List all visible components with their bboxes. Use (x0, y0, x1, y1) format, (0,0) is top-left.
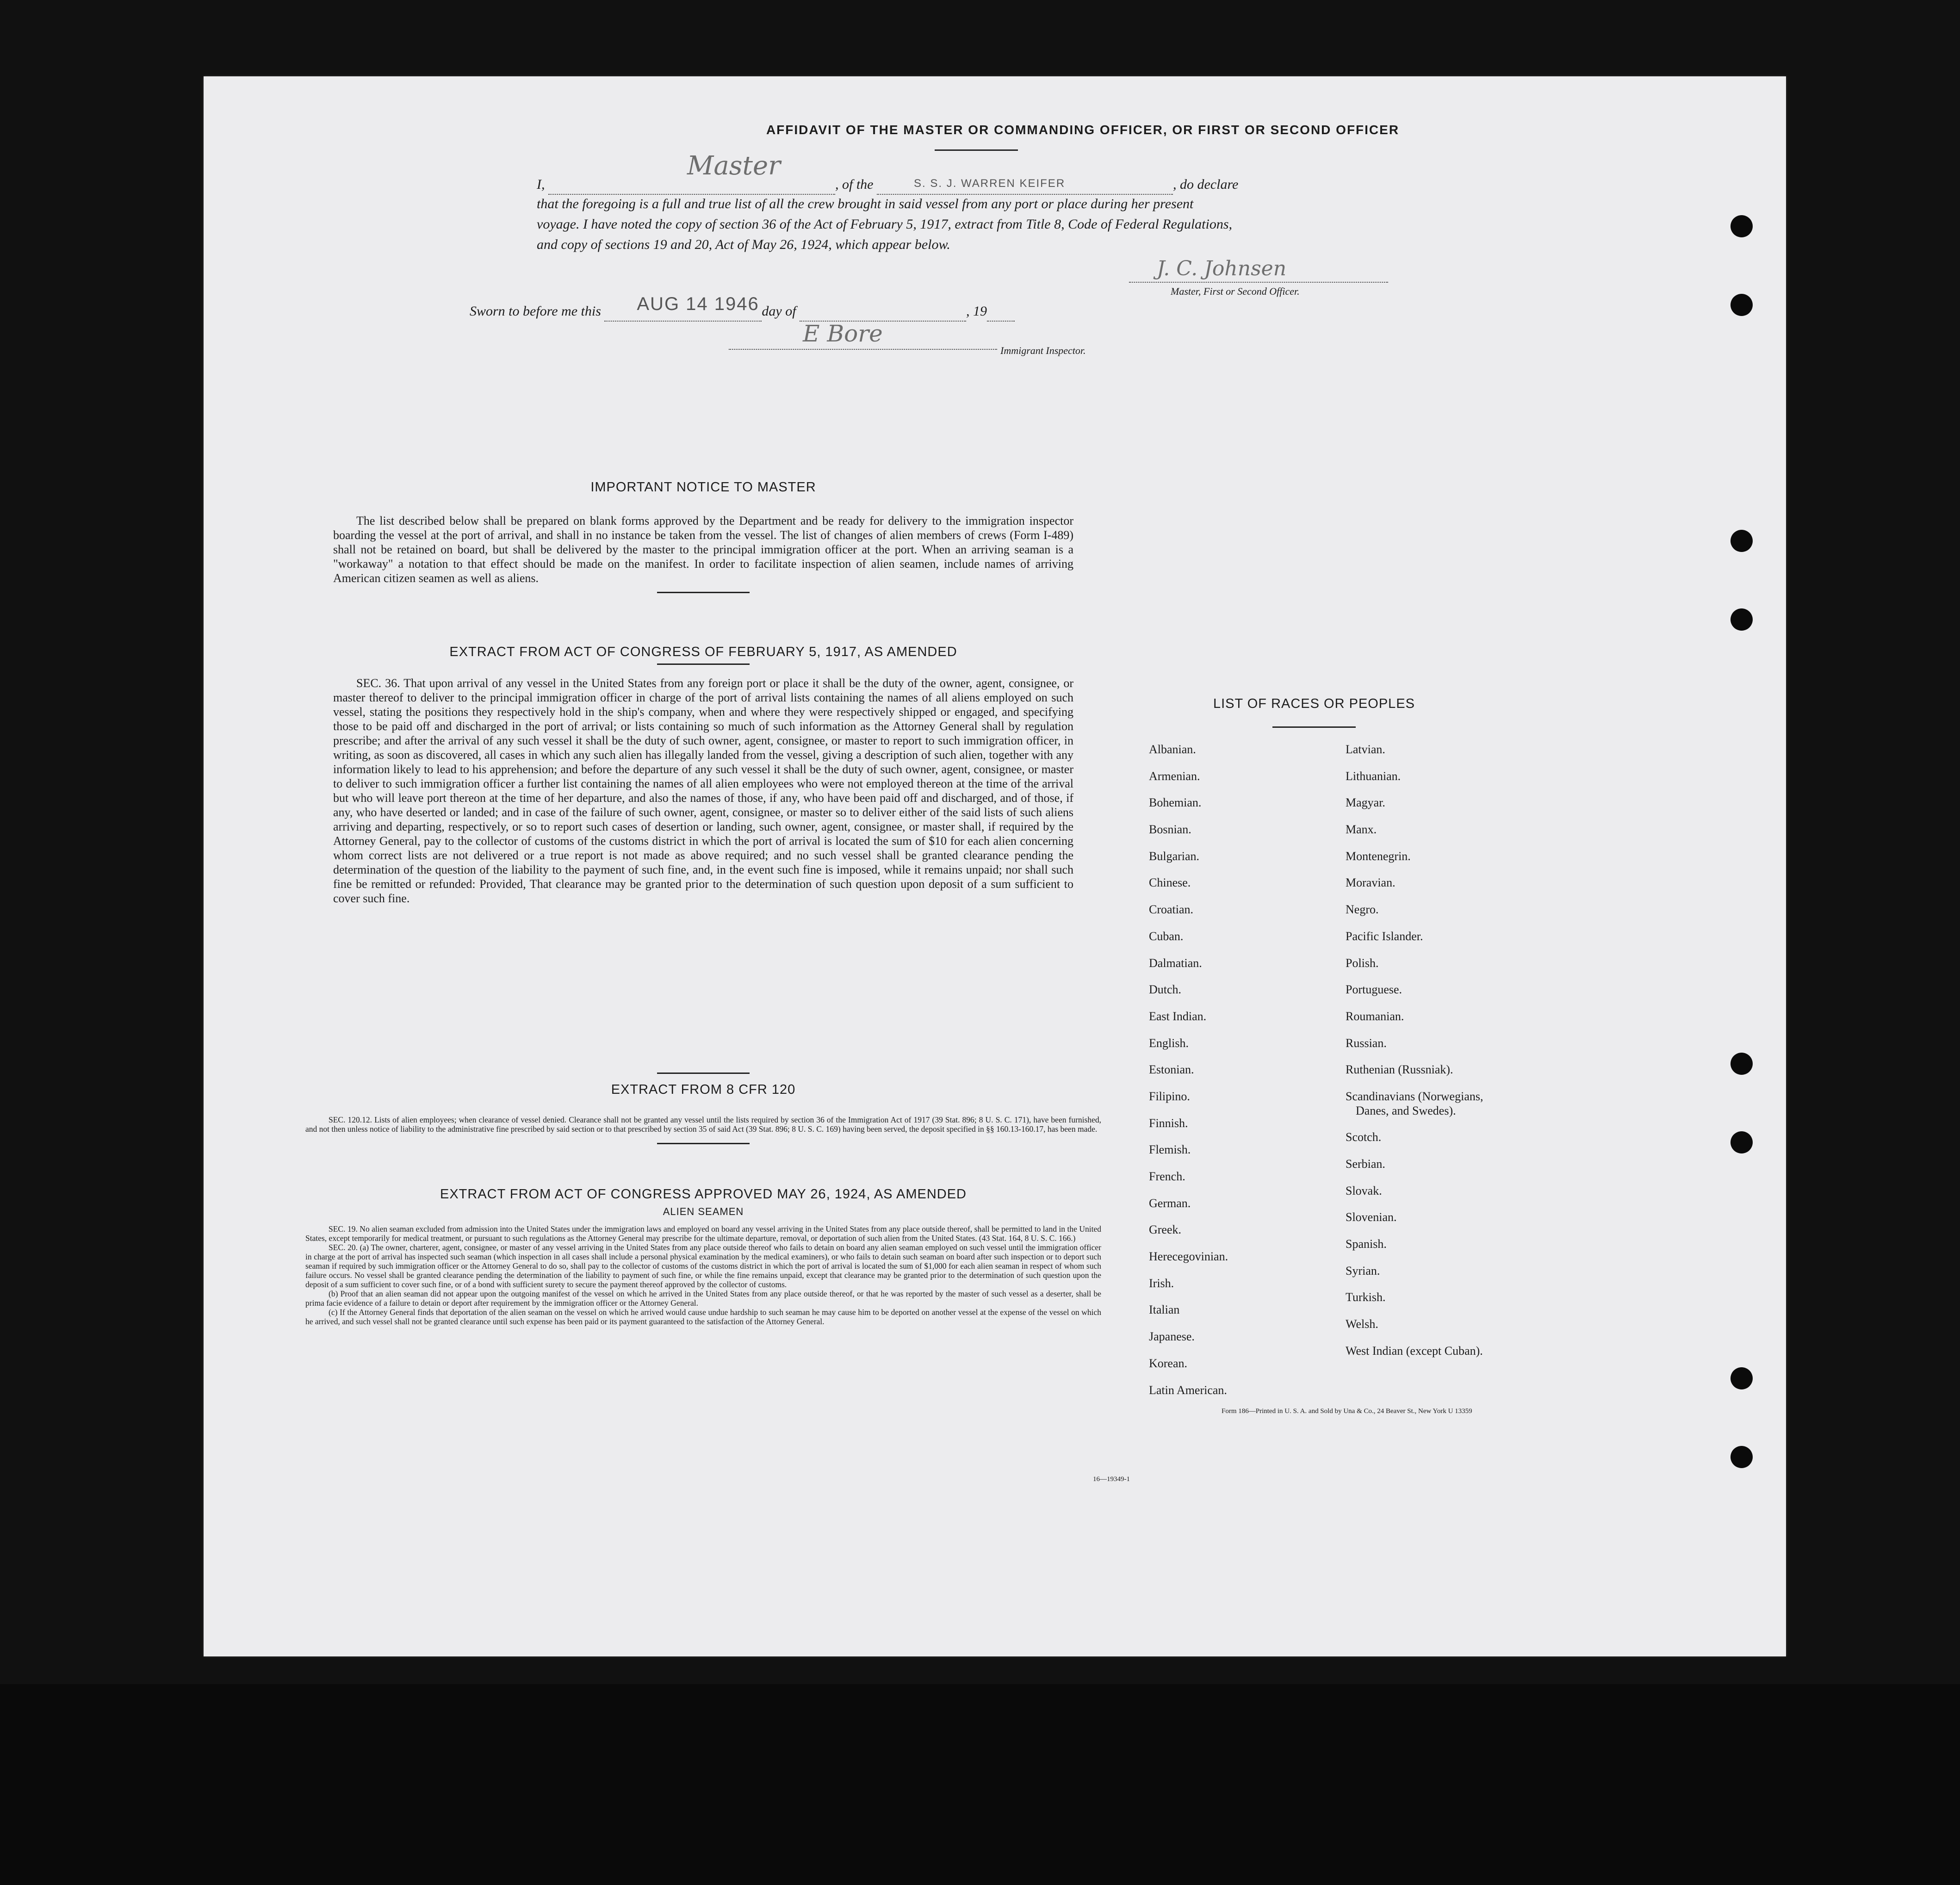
race-item: Syrian. (1346, 1264, 1380, 1277)
divider (657, 1143, 750, 1144)
cfr-heading: EXTRACT FROM 8 CFR 120 (611, 1082, 796, 1097)
race-item: German. (1149, 1196, 1191, 1210)
punch-hole (1731, 215, 1753, 237)
notice-heading: IMPORTANT NOTICE TO MASTER (590, 480, 816, 495)
punch-hole (1731, 1131, 1753, 1153)
race-item: Japanese. (1149, 1330, 1195, 1344)
form-footer: Form 186—Printed in U. S. A. and Sold by Una & Co., 24 Beaver St., New York U 13359 (1222, 1408, 1472, 1415)
race-item: Bulgarian. (1149, 849, 1200, 863)
document-number: 16—19349-1 (1093, 1476, 1130, 1483)
race-item: Latin American. (1149, 1383, 1227, 1397)
race-item: Slovak. (1346, 1184, 1382, 1197)
sec-20b-paragraph: (b) Proof that an alien seaman did not appear upon the outgoing manifest of the vessel on which he arrived in the United States from any place outside thereof, or that he was reported by the master of such vessel as a deserter, shall be prima facie evidence of a failure to detain or deport after requirement by the immigration officer or the Attorney General. (305, 1289, 1101, 1308)
text-day-of: day of (762, 304, 796, 319)
race-item: Slovenian. (1346, 1210, 1397, 1224)
race-item: English. (1149, 1036, 1189, 1050)
name-field (548, 151, 835, 195)
race-item: Dutch. (1149, 983, 1182, 997)
vessel-name-stamp: S. S. J. WARREN KEIFER (914, 177, 1066, 190)
act-1917-section (333, 645, 1073, 905)
sec-20c-paragraph: (c) If the Attorney General finds that deportation of the alien seaman on the vessel on which he arrived would cause undue hardship to such seaman he may cause him to be deported on another vessel at the expense of the vessel on which he arrived, and such vessel shall not be granted clearance until such expense has been paid or its payment guaranteed to the satisfaction of the Attorney General. (305, 1308, 1101, 1326)
race-item: Latvian. (1346, 743, 1385, 756)
race-item: Croatian. (1149, 903, 1194, 917)
race-item: Ruthenian (Russniak). (1346, 1063, 1453, 1077)
race-item: Serbian. (1346, 1157, 1385, 1171)
races-left-column (1149, 743, 1228, 1410)
divider (657, 592, 750, 593)
race-item: Russian. (1346, 1036, 1387, 1050)
race-item: Filipino. (1149, 1089, 1190, 1103)
handwritten-name: Master (687, 151, 781, 181)
act-1917-heading: EXTRACT FROM ACT OF CONGRESS OF FEBRUARY 5, 1917, AS AMENDED (449, 645, 957, 659)
act-1924-body (305, 1224, 1101, 1326)
sec-20a-paragraph: SEC. 20. (a) The owner, charterer, agent, consignee, or master of any vessel arriving in the United States from any place outside thereof who fails to detain on board any alien seaman employed on such vessel until the immigration officer in charge at the port of arrival has inspected such seaman (which inspection in all cases shall include a personal physical examination by the medical examiners), or who fails to detain such seaman on board after such inspection or to deport such seaman if required by such immigration officer or the Attorney General to do so, shall pay to the collector of customs of the customs district in which the port of arrival is located the sum of $1,000 for each alien seaman in respect of whom such failure occurs. No vessel shall be granted clearance pending the determination of the liability to payment of such fine, or while the fine remains unpaid, except that clearance may be granted prior to the determination of such question upon the deposit of a sum sufficient to cover such fine, or of a bond with sufficient surety to secure the payment thereof approved by the collector of customs. (305, 1243, 1101, 1289)
race-item: Chinese. (1149, 876, 1191, 890)
race-item: Roumanian. (1346, 1009, 1404, 1023)
inspector-signature-field (729, 320, 997, 350)
punch-hole (1731, 608, 1753, 631)
race-item: Dalmatian. (1149, 956, 1202, 970)
divider (657, 1073, 750, 1074)
race-item: Cuban. (1149, 929, 1184, 943)
act-1924-heading: EXTRACT FROM ACT OF CONGRESS APPROVED MAY 26, 1924, AS AMENDED (440, 1187, 967, 1202)
notice-section (333, 480, 1073, 593)
punch-hole (1731, 1446, 1753, 1468)
officer-signature: J. C. Johnsen (1157, 257, 1287, 280)
text-19: , 19 (966, 304, 987, 319)
divider (1272, 726, 1356, 728)
punch-hole (1731, 1053, 1753, 1075)
race-item: Irish. (1149, 1276, 1174, 1290)
affidavit-line-2: that the foregoing is a full and true list of all the crew brought in said vessel from any port or place during her present (537, 196, 1194, 211)
sworn-line (470, 294, 1210, 322)
cfr-section (305, 1069, 1101, 1144)
affidavit-line-3: voyage. I have noted the copy of section 36 of the Act of February 5, 1917, extract from Title 8, Code of Federal Regulations, (537, 217, 1233, 232)
text-of-the: , of the (835, 177, 874, 192)
race-item: Herecegovinian. (1149, 1250, 1228, 1264)
year-field (987, 321, 1015, 322)
race-item: French. (1149, 1170, 1185, 1183)
race-item: Italian (1149, 1303, 1180, 1317)
race-item: West Indian (except Cuban). (1346, 1344, 1483, 1358)
affidavit-declaration-line (537, 151, 1601, 195)
inspector-label: Immigrant Inspector. (1000, 345, 1086, 356)
punch-hole (1731, 294, 1753, 316)
inspector-signature: E Bore (803, 320, 883, 347)
cfr-body (305, 1115, 1101, 1134)
race-item: Bosnian. (1149, 823, 1191, 837)
sworn-label: Sworn to before me this (470, 304, 601, 319)
race-item: East Indian. (1149, 1009, 1207, 1023)
date-stamp: AUG 14 1946 (637, 294, 759, 314)
punch-hole (1731, 530, 1753, 552)
notice-body: The list described below shall be prepared on blank forms approved by the Department and be ready for delivery to the immigration inspector boarding the vessel at the port of arrival, and shall in no instance be taken from the vessel. The list of changes of alien members of crews (Form I-489) shall not be retained on board, but shall be delivered by the master to the principal immigration officer at the port. When an arriving seaman is a "workaway" a notation to that effect should be made on the manifest. In order to facilitate inspection of alien seamen, include names of arriving American citizen seamen as well as aliens. (333, 514, 1073, 585)
text-do-declare: , do declare (1173, 177, 1239, 192)
affidavit-line-4: and copy of sections 19 and 20, Act of May 26, 1924, which appear below. (537, 237, 950, 252)
races-heading: LIST OF RACES OR PEOPLES (1213, 696, 1415, 711)
sec-19-paragraph: SEC. 19. No alien seaman excluded from admission into the United States under the immigration laws and employed on board any vessel arriving in the United States from any place outside thereof, shall be permitted to land in the United States, except temporarily for medical treatment, or pursuant to such regulations as the Attorney General may prescribe for the ultimate departure, removal, or deportation of such alien from the United States. (43 Stat. 164, 8 U. S. C. 166.) (305, 1224, 1101, 1243)
races-right-column (1346, 743, 1483, 1371)
race-item: Lithuanian. (1346, 769, 1401, 783)
document-page (204, 76, 1786, 1656)
race-item: Scandinavians (Norwegians, (1346, 1089, 1483, 1103)
text-i: I, (537, 177, 545, 192)
sworn-day-field (604, 294, 762, 322)
officer-signature-field (1129, 257, 1388, 283)
race-item: Estonian. (1149, 1063, 1194, 1077)
race-item: Korean. (1149, 1356, 1188, 1370)
race-item: Spanish. (1346, 1237, 1387, 1251)
race-item: Manx. (1346, 823, 1377, 837)
divider (657, 663, 750, 665)
race-item: Albanian. (1149, 743, 1196, 756)
divider (935, 149, 1018, 151)
scan-background (0, 1684, 1960, 1885)
act-1917-body: SEC. 36. That upon arrival of any vessel in the United States from any foreign port or place it shall be the duty of the owner, agent, consignee, or master thereof to deliver to the principal immigration officer in charge of the port of arrival lists containing the names of all aliens employed on such vessel, stating the positions they respectively hold in the ship's company, when and where they were respectively shipped or engaged, and specifying those to be paid off and discharged in the port of arrival; or lists containing so much of such information as the Attorney General shall by regulation prescribe; and after the arrival of any such vessel it shall be the duty of such owner, agent, consignee, or master to report to such immigration officer, in writing, as soon as discovered, all cases in which any such alien has illegally landed from the vessel, giving a description of such alien, together with any information likely to lead to his apprehension; and before the departure of any such vessel it shall be the duty of such owner, agent, consignee, or master to deliver to such immigration officer a further list containing the names of all alien employees who were not employed thereon at the time of the arrival but who will leave port thereon at the time of her departure, and also the names of those, if any, who have been paid off and discharged, and of those, if any, who have deserted or landed; and in case of the failure of such owner, agent, consignee, or master so to deliver either of the said lists of such aliens arriving and departing, respectively, or so to report such cases of desertion or landing, such owner, agent, consignee, or master shall, if required by the Attorney General, pay to the collector of customs of the customs district in which the port of arrival is located the sum of $10 for each alien concerning whom correct lists are not delivered or a true report is not made as above required; and no such vessel shall be granted clearance pending the determination of the question of the liability to the payment of such fine, and, in the event such fine is imposed, while it remains unpaid; nor shall such fine be remitted or refunded: Provided, That clearance may be granted prior to the determination of such question upon deposit of a sum sufficient to cover such fine. (333, 676, 1073, 905)
race-item: Danes, and Swedes). (1356, 1104, 1456, 1117)
vessel-field (877, 174, 1173, 195)
race-item: Scotch. (1346, 1130, 1382, 1144)
race-item: Turkish. (1346, 1290, 1386, 1304)
race-item: Polish. (1346, 956, 1379, 970)
race-item: Moravian. (1346, 876, 1396, 890)
cfr-paragraph: SEC. 120.12. Lists of alien employees; when clearance of vessel denied. Clearance shall not be granted any vessel until the lists required by section 36 of the Immigration Act of 1917 (39 Stat. 896; 8 U. S. C. 171), have been furnished, and not then unless notice of liability to the administrative fine prescribed by said section or to that prescribed by section 35 of said Act (39 Stat. 896; 8 U. S. C. 169) having been served, the deposit specified in §§ 160.13-160.17, has been made. (305, 1115, 1101, 1134)
affidavit-title: AFFIDAVIT OF THE MASTER OR COMMANDING OFFICER, OR FIRST OR SECOND OFFICER (766, 123, 1400, 137)
race-item: Armenian. (1149, 769, 1200, 783)
race-item: Bohemian. (1149, 796, 1202, 810)
race-item: Flemish. (1149, 1143, 1191, 1157)
officer-label: Master, First or Second Officer. (1171, 285, 1300, 297)
act-1924-section (305, 1187, 1101, 1326)
alien-seamen-subheading: ALIEN SEAMEN (663, 1206, 744, 1217)
punch-hole (1731, 1367, 1753, 1389)
race-item: Negro. (1346, 903, 1379, 917)
race-item: Portuguese. (1346, 983, 1402, 997)
race-item: Greek. (1149, 1223, 1182, 1237)
race-item: Finnish. (1149, 1116, 1188, 1130)
race-item: Welsh. (1346, 1317, 1378, 1331)
race-item: Magyar. (1346, 796, 1385, 810)
race-item: Montenegrin. (1346, 849, 1411, 863)
race-item: Pacific Islander. (1346, 929, 1423, 943)
